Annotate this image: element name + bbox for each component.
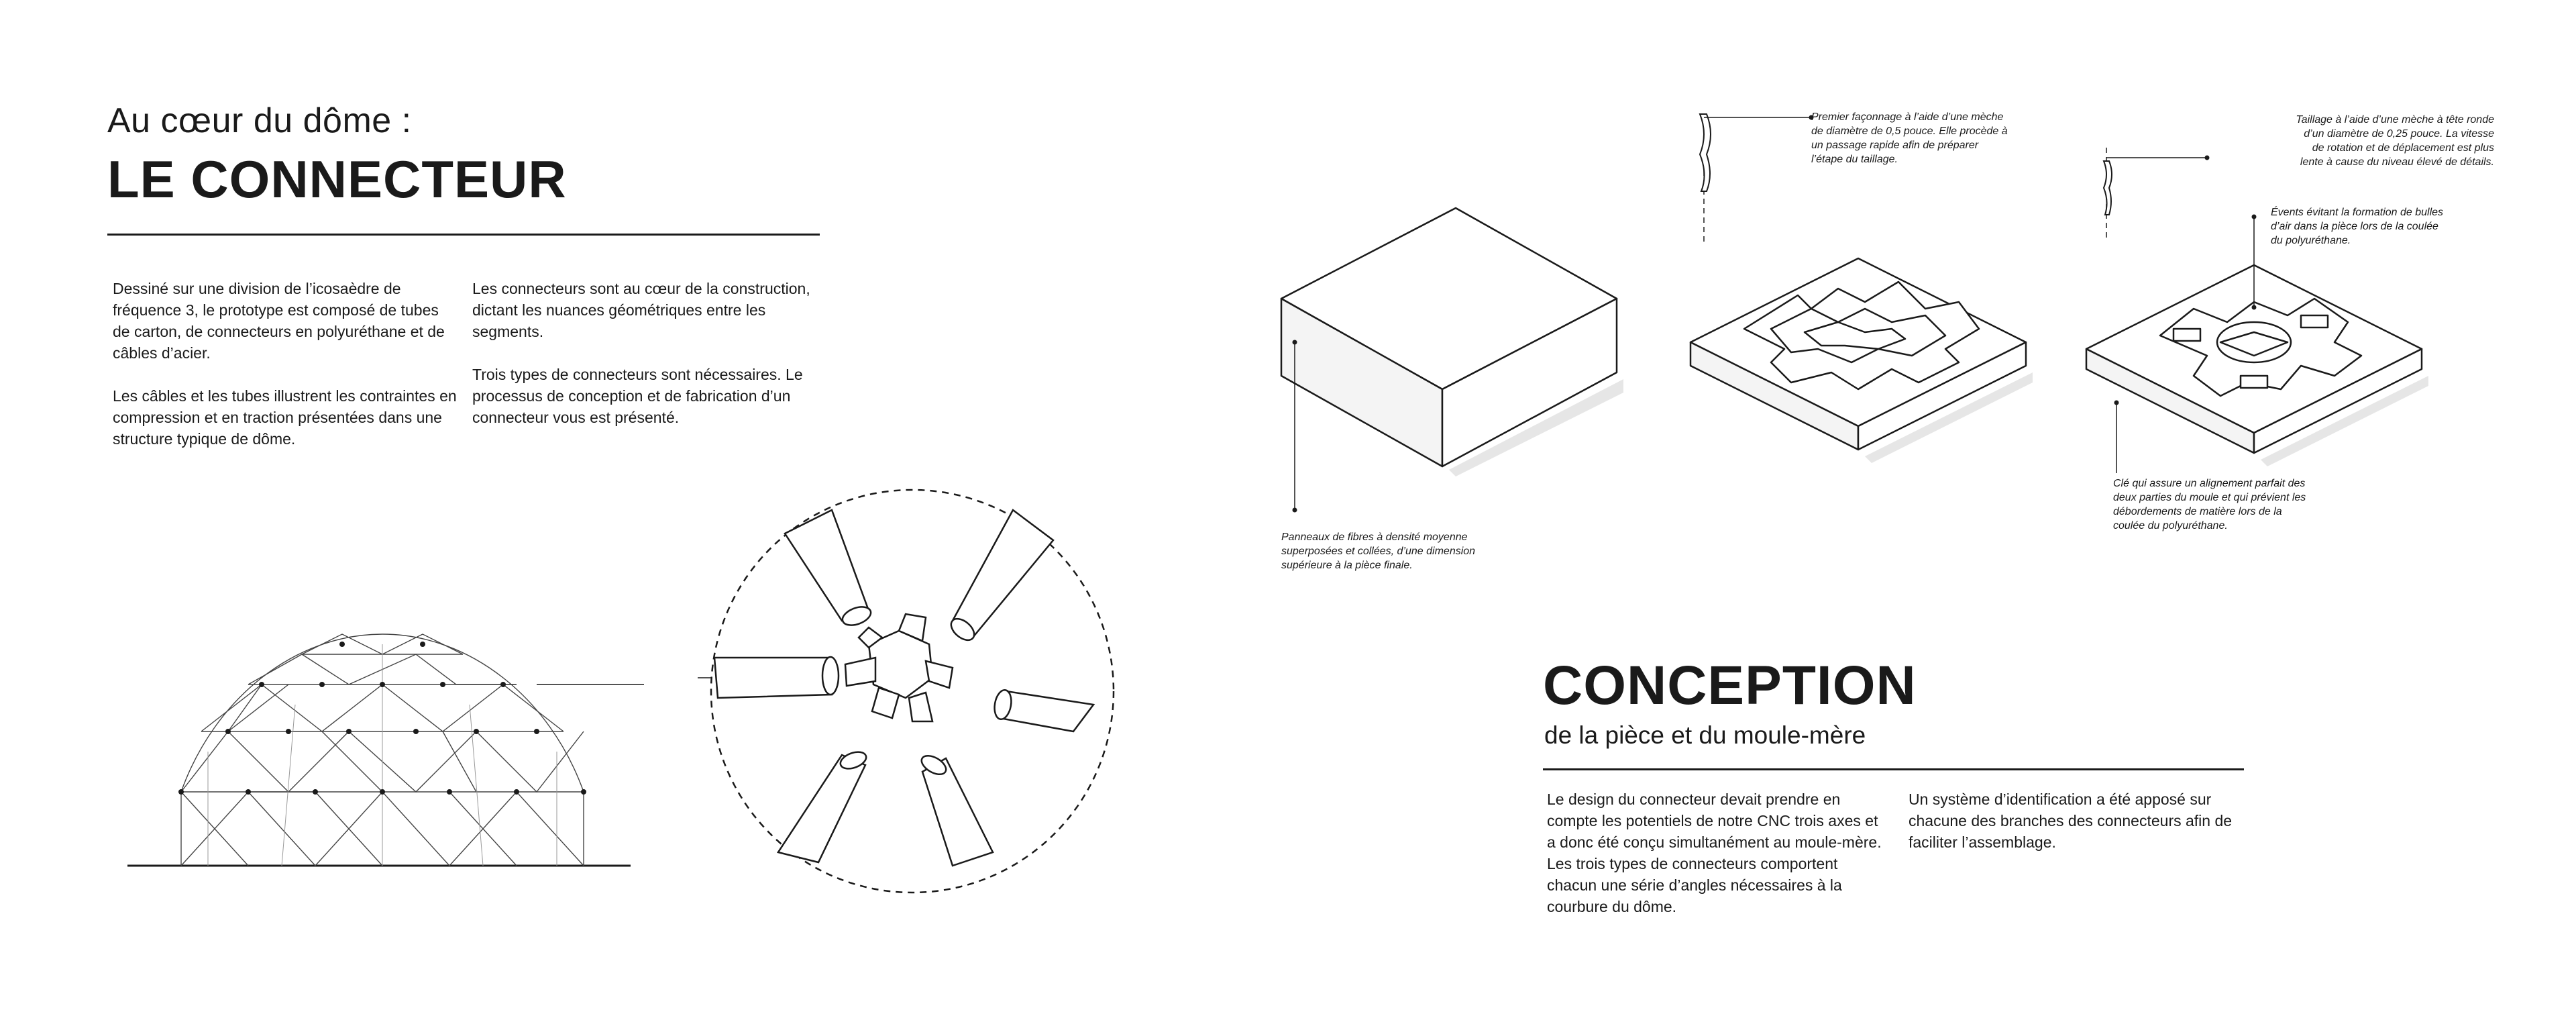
finished-mold: [2080, 141, 2442, 483]
section-title: CONCEPTION: [1543, 655, 1917, 716]
caption-alignment-key: Clé qui assure un alignement parfait des deux parties du moule et qui prévient les débordements de matière lors de la coulée du polyuréthane.: [2113, 478, 2306, 531]
intro-column-2: Les connecteurs sont au cœur de la construction, dictant les nuances géométriques entre les segments. Trois types de connecteurs sont nécessaires. Le processus de conception et de fabrication d’un connecteur vous est présenté.: [472, 280, 810, 426]
conception-column-1: Le design du connecteur devait prendre en compte les potentiels de notre CNC trois axes et a donc été conçu simultanément au moule-mère. Les trois types de connecteurs comportent chacun une série d’angles nécessaires à la courbure du dôme.: [1547, 791, 1882, 915]
connector-detail-circle: [698, 476, 1127, 906]
caption-rough-cut: Premier façonnage à l’aide d’une mèche de diamètre de 0,5 pouce. Elle procède à un passage rapide afin de préparer l’étape du taillage.: [1811, 111, 2008, 165]
caption-panel: Panneaux de fibres à densité moyenne superposées et collées, d’une dimension supérieure à la pièce finale.: [1281, 531, 1476, 571]
section-rule: [1543, 768, 2244, 770]
caption-leader-finish: [2106, 154, 2214, 161]
caption-finish-cut: Taillage à l’aide d’une mèche à tête ronde d’un diamètre de 0,25 pouce. La vitesse de rotation et de déplacement est plus lente à cause du niveau élevé de détails.: [2296, 114, 2494, 168]
title-rule: [107, 234, 820, 236]
mdf-panel-block: [1275, 201, 1623, 483]
caption-leader-vents: [2220, 213, 2261, 314]
conception-column-2: Un système d’identification a été apposé sur chacune des branches des connecteurs afin de faciliter l’assemblage.: [1909, 791, 2233, 851]
caption-leader-rough: [1704, 114, 1818, 121]
page-title: LE CONNECTEUR: [107, 150, 567, 209]
caption-leader-key: [2113, 399, 2120, 480]
caption-vents: Évents évitant la formation de bulles d’air dans la pièce lors de la coulée du polyuréthane.: [2271, 207, 2444, 246]
dome-illustration: [121, 617, 644, 872]
intro-column-1: Dessiné sur une division de l’icosaèdre de fréquence 3, le prototype est composé de tubes de carton, de connecteurs en polyuréthane et de câbles d’acier. Les câbles et les tubes illustrent les contraintes en compression et en traction présentées dans une structure typique de dôme.: [113, 280, 457, 448]
caption-leader-panel: [1291, 336, 1298, 517]
section-subtitle: de la pièce et du moule-mère: [1544, 721, 1866, 749]
section-kicker: Au cœur du dôme :: [107, 101, 412, 140]
